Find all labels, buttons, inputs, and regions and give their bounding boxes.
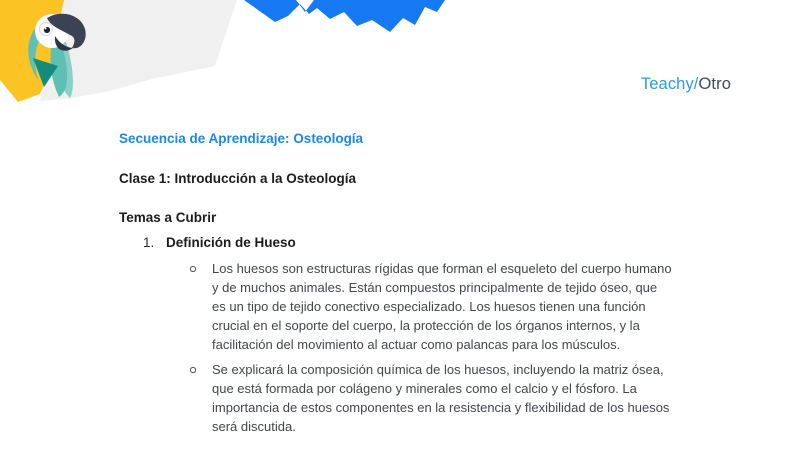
document-content [119,131,694,442]
bullet-text: Los huesos son estructuras rígidas que forman el esqueleto del cuerpo humano y de muchos animales. Están compuestos principalmente de tejido óseo, que es un tipo de tejido conectivo especializado. Los huesos tienen una función crucial en el soporte del cuerpo, la protección de los órganos internos, y la facilitación del movimiento al actuar como palancas para los músculos. [212,261,672,352]
brand-wordmark-secondary: Otro [698,75,731,93]
page-title: Secuencia de Aprendizaje: Osteología [119,131,364,146]
bullet-circle-icon [190,259,212,354]
lesson-heading: Clase 1: Introducción a la Osteología [119,171,357,186]
bullet-item [190,360,694,436]
bullet-circle-icon [190,360,212,436]
decor-shape-yellow [0,0,64,102]
brand-wordmark [641,75,731,94]
topic-number: 1. [143,235,155,250]
topic-item [143,235,694,251]
topic-title: Definición de Hueso [166,235,296,250]
bullet-item [190,259,694,354]
decor-shape-gray [36,0,237,101]
header-decoration [0,0,800,115]
bullet-text: Se explicará la composición química de los huesos, incluyendo la matriz ósea, que está formada por colágeno y minerales como el calcio y el fósforo. La importancia de estos componentes en la resistencia y flexibilidad de los huesos será discutida. [212,362,670,434]
brand-wordmark-primary: Teachy/ [640,75,699,93]
section-heading: Temas a Cubrir [119,210,217,225]
toucan-mascot-icon [28,14,86,98]
decor-shape-blue [244,0,445,32]
